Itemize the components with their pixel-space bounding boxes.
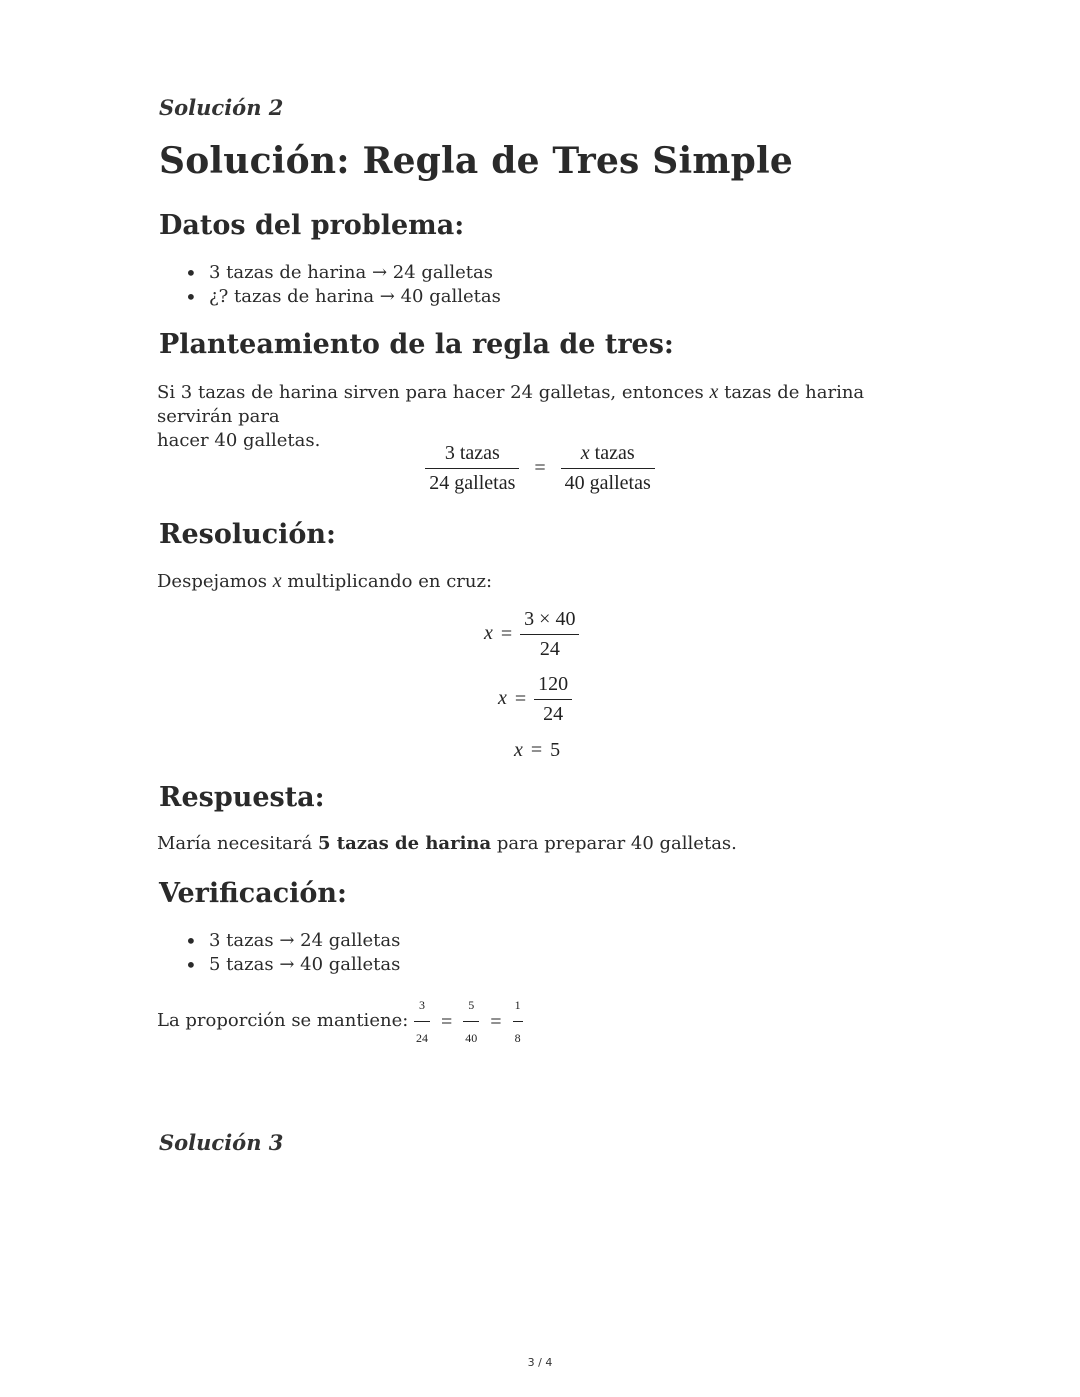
respuesta-text-a: María necesitará (157, 833, 313, 854)
respuesta-text (157, 832, 737, 856)
step2-denominator: 24 (534, 699, 572, 726)
fraction-denominator: 40 (463, 1021, 479, 1053)
respuesta-bold: 5 tazas de harina (317, 833, 492, 854)
solution-2-tag: Solución 2 (159, 95, 284, 120)
proportion-line (157, 990, 523, 1053)
step2-numerator: 120 (538, 673, 569, 695)
page-title: Solución: Regla de Tres Simple (159, 140, 793, 182)
resolucion-text-b: multiplicando en cruz: (287, 571, 493, 592)
resolucion-text-a: Despejamos (157, 571, 267, 592)
variable-x: x (514, 739, 523, 761)
verificacion-item: • 5 tazas → 40 galletas (157, 953, 400, 977)
planteamiento-heading: Planteamiento de la regla de tres: (159, 329, 674, 360)
datos-list (157, 261, 501, 309)
variable-x: x (484, 622, 493, 645)
verificacion-item: • 3 tazas → 24 galletas (157, 929, 400, 953)
datos-heading: Datos del problema: (159, 210, 465, 241)
proportion-label: La proporción se mantiene: (157, 1010, 409, 1032)
planteamiento-text-b: tazas de harina servirán para (157, 382, 865, 427)
fraction-3-24 (414, 990, 430, 1053)
variable-x: x (272, 570, 282, 592)
resolucion-step-2: x = $\frac{120}{24}$ (498, 673, 572, 726)
variable-x: x (498, 687, 507, 710)
verificacion-list (157, 929, 400, 977)
right-numerator (561, 442, 655, 468)
left-denominator: 24 galletas (425, 468, 519, 495)
left-numerator: 3 tazas (444, 442, 500, 464)
step2-fraction (534, 673, 572, 726)
page-number: 3 / 4 (527, 1356, 553, 1369)
solution-3-tag: Solución 3 (159, 1130, 284, 1155)
proportion-fractions: $\frac{3}{24}$ = $\frac{5}{40}$ = $\frac{1}{8}$ (414, 1009, 523, 1031)
variable-x: x (580, 442, 590, 464)
datos-item: • 3 tazas de harina → 24 galletas (157, 261, 501, 285)
right-fraction (561, 442, 655, 495)
resolucion-step-3: x = 5 (514, 739, 561, 761)
left-fraction (425, 442, 519, 495)
step3-value: 5 (550, 739, 561, 761)
step1-denominator: 24 (520, 634, 579, 661)
fraction-5-40 (463, 990, 479, 1053)
respuesta-heading: Respuesta: (159, 782, 325, 813)
fraction-numerator: 1 (514, 998, 521, 1012)
resolucion-text (157, 569, 492, 594)
planteamiento-text-a: Si 3 tazas de harina sirven para hacer 24 galletas, entonces (157, 382, 704, 403)
fraction-denominator: 24 (414, 1021, 430, 1053)
step1-fraction (520, 608, 579, 661)
equals-sign: = (534, 457, 546, 479)
resolucion-heading: Resolución: (159, 519, 337, 550)
variable-x: x (709, 381, 719, 403)
fraction-numerator: 5 (468, 998, 475, 1012)
right-denominator: 40 galletas (561, 468, 655, 495)
resolucion-step-1: x = $\frac{3 \times 40}{24}$ (484, 608, 579, 661)
verificacion-heading: Verificación: (159, 878, 347, 909)
proportion-equation (0, 442, 1080, 495)
datos-item: • ¿? tazas de harina → 40 galletas (157, 285, 501, 309)
respuesta-text-b: para preparar 40 galletas. (496, 833, 737, 854)
fraction-numerator: 3 (419, 998, 426, 1012)
fraction-1-8 (513, 990, 523, 1053)
step1-numerator: 3 × 40 (524, 608, 576, 630)
right-numerator-unit: tazas (594, 442, 635, 464)
fraction-denominator: 8 (513, 1021, 523, 1053)
planteamiento-text-c: hacer 40 galletas. (157, 430, 321, 451)
